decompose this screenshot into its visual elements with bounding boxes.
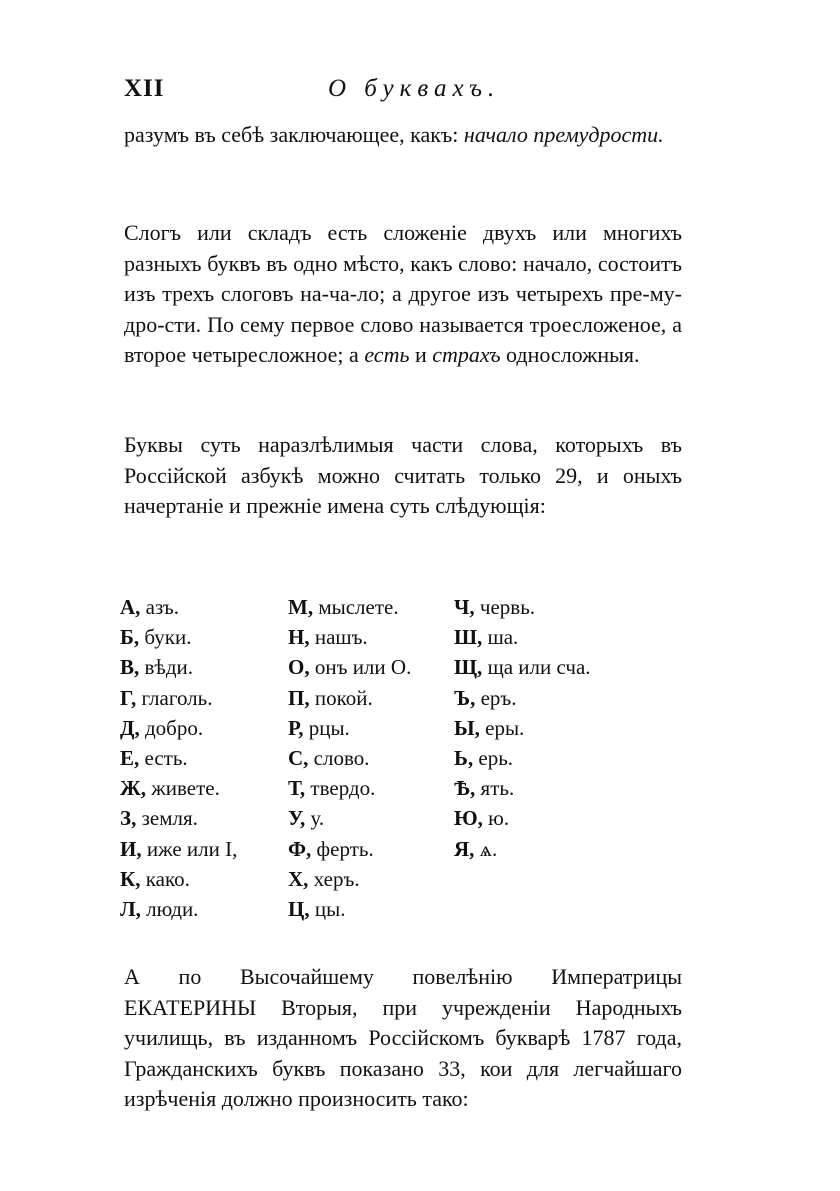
alphabet-entry <box>120 743 237 773</box>
alphabet-letter: Д, <box>120 715 140 740</box>
alphabet-entry <box>120 652 237 682</box>
alphabet-letter-name: живете. <box>151 776 220 801</box>
alphabet-letter: З, <box>120 806 137 831</box>
alphabet-entry <box>454 622 591 652</box>
alphabet-entry <box>454 713 591 743</box>
alphabet-letter: И, <box>120 836 142 861</box>
alphabet-letter-name: херъ. <box>313 866 360 891</box>
alphabet-letter-name: слово. <box>313 745 370 770</box>
alphabet-letter: О, <box>288 655 310 680</box>
alphabet-letter-name: вѣди. <box>144 655 194 680</box>
alphabet-letter: Ѣ, <box>454 776 476 801</box>
alphabet-letter: Ю, <box>454 806 483 831</box>
alphabet-table <box>120 592 680 932</box>
paragraph-text: разумъ въ себѣ заключающее, какъ: <box>124 122 464 147</box>
paragraph-letters <box>124 430 682 522</box>
alphabet-entry <box>288 592 411 622</box>
alphabet-letter-name: твердо. <box>310 776 376 801</box>
alphabet-letter-name: ѧ. <box>479 836 498 861</box>
alphabet-letter-name: буки. <box>144 625 192 650</box>
alphabet-letter: Ь, <box>454 745 474 770</box>
alphabet-entry <box>120 683 237 713</box>
alphabet-entry <box>120 773 237 803</box>
alphabet-entry <box>454 834 591 864</box>
alphabet-column-1 <box>120 592 237 924</box>
alphabet-entry <box>120 864 237 894</box>
alphabet-letter-name: люди. <box>146 896 199 921</box>
alphabet-letter-name: мыслете. <box>318 595 399 619</box>
paragraph-decree <box>124 962 682 1115</box>
alphabet-letter: Н, <box>288 625 310 650</box>
alphabet-letter: Я, <box>454 836 475 861</box>
alphabet-letter: Ф, <box>288 836 312 861</box>
alphabet-letter: У, <box>288 806 306 831</box>
alphabet-entry <box>288 652 411 682</box>
alphabet-letter-name: ерь. <box>478 745 514 770</box>
alphabet-letter: А, <box>120 595 141 619</box>
alphabet-column-3 <box>454 592 591 864</box>
alphabet-letter-name: нашъ. <box>314 625 368 650</box>
alphabet-column-2 <box>288 592 411 924</box>
alphabet-entry <box>288 834 411 864</box>
alphabet-letter: К, <box>120 866 141 891</box>
alphabet-entry <box>454 652 591 682</box>
alphabet-letter-name: червь. <box>479 595 536 619</box>
alphabet-letter: В, <box>120 655 140 680</box>
paragraph-continuation <box>124 120 682 151</box>
alphabet-entry <box>288 622 411 652</box>
alphabet-letter: С, <box>288 745 309 770</box>
page-header <box>124 75 684 107</box>
running-title: О буквахъ. <box>328 75 501 102</box>
alphabet-letter: М, <box>288 595 314 619</box>
alphabet-letter: Ш, <box>454 625 483 650</box>
italic-word: есть <box>364 342 410 367</box>
alphabet-letter: Р, <box>288 715 304 740</box>
alphabet-letter: Ч, <box>454 595 475 619</box>
alphabet-letter-name: еръ. <box>480 685 517 710</box>
alphabet-letter: Т, <box>288 776 306 801</box>
alphabet-letter-name: глаголь. <box>141 685 213 710</box>
alphabet-entry <box>454 592 591 622</box>
alphabet-letter-name: у. <box>310 806 325 831</box>
alphabet-entry <box>120 803 237 833</box>
alphabet-entry <box>288 683 411 713</box>
alphabet-letter: Ц, <box>288 896 310 921</box>
alphabet-letter: Х, <box>288 866 309 891</box>
alphabet-entry <box>288 773 411 803</box>
alphabet-letter: Ы, <box>454 715 480 740</box>
alphabet-letter-name: како. <box>145 866 190 891</box>
alphabet-letter-name: ять. <box>480 776 515 801</box>
alphabet-letter-name: ферть. <box>316 836 374 861</box>
alphabet-entry <box>454 743 591 773</box>
alphabet-entry <box>120 713 237 743</box>
page-number: XII <box>124 75 165 102</box>
alphabet-letter-name: добро. <box>144 715 204 740</box>
alphabet-entry <box>288 894 411 924</box>
alphabet-letter-name: есть. <box>144 745 188 770</box>
alphabet-letter: Щ, <box>454 655 483 680</box>
alphabet-letter: П, <box>288 685 310 710</box>
paragraph-text: и <box>409 342 433 367</box>
alphabet-letter: Ъ, <box>454 685 476 710</box>
alphabet-letter-name: покой. <box>314 685 373 710</box>
alphabet-letter-name: иже или І, <box>146 836 238 861</box>
alphabet-entry <box>288 864 411 894</box>
alphabet-letter-name: ща или сча. <box>487 655 591 680</box>
alphabet-letter-name: земля. <box>141 806 198 831</box>
alphabet-letter-name: ша. <box>487 625 519 650</box>
paragraph-syllables <box>124 218 682 371</box>
alphabet-entry <box>120 622 237 652</box>
paragraph-text: А по Высочайшему повелѣнію Императрицы ЕКАТЕРИНЫ Вторыя, при учрежденіи Народныхъ училищь, въ изданномъ Россійскомъ букварѣ 1787 года, Гражданскихъ буквъ показано 33, кои для легчайшаго изрѣченія должно произносить тако: <box>124 964 682 1111</box>
alphabet-letter-name: рцы. <box>308 715 350 740</box>
alphabet-entry <box>454 683 591 713</box>
alphabet-letter-name: онъ или О. <box>314 655 412 680</box>
alphabet-letter: Л, <box>120 896 141 921</box>
paragraph-text: односложныя. <box>500 342 640 367</box>
alphabet-letter: Г, <box>120 685 137 710</box>
alphabet-letter-name: азъ. <box>145 595 180 619</box>
alphabet-letter: Е, <box>120 745 140 770</box>
alphabet-entry <box>120 834 237 864</box>
paragraph-text: Слогъ или складъ есть сложеніе двухъ или многихъ разныхъ буквъ въ одно мѣсто, какъ слово: начало, состоитъ изъ трехъ слоговъ на-ча-ло; а другое изъ четырехъ пре-му-дро-сти. По сему первое слово называется троесложеное, а второе четыресложное; а <box>124 220 682 367</box>
alphabet-letter: Ж, <box>120 776 147 801</box>
alphabet-entry <box>288 743 411 773</box>
alphabet-letter-name: ю. <box>488 806 510 831</box>
alphabet-letter-name: еры. <box>485 715 525 740</box>
alphabet-entry <box>288 803 411 833</box>
alphabet-entry <box>454 773 591 803</box>
alphabet-entry <box>288 713 411 743</box>
alphabet-entry <box>120 894 237 924</box>
alphabet-letter: Б, <box>120 625 140 650</box>
paragraph-text: Буквы суть наразлѣлимыя части слова, которыхъ въ Россійской азбукѣ можно считать только 29, и оныхъ начертаніе и прежніе имена суть слѣдующія: <box>124 432 682 518</box>
italic-word: страхъ <box>432 342 501 367</box>
alphabet-entry <box>120 592 237 622</box>
italic-phrase: начало премудрости. <box>463 122 664 147</box>
alphabet-letter-name: цы. <box>314 896 346 921</box>
alphabet-entry <box>454 803 591 833</box>
